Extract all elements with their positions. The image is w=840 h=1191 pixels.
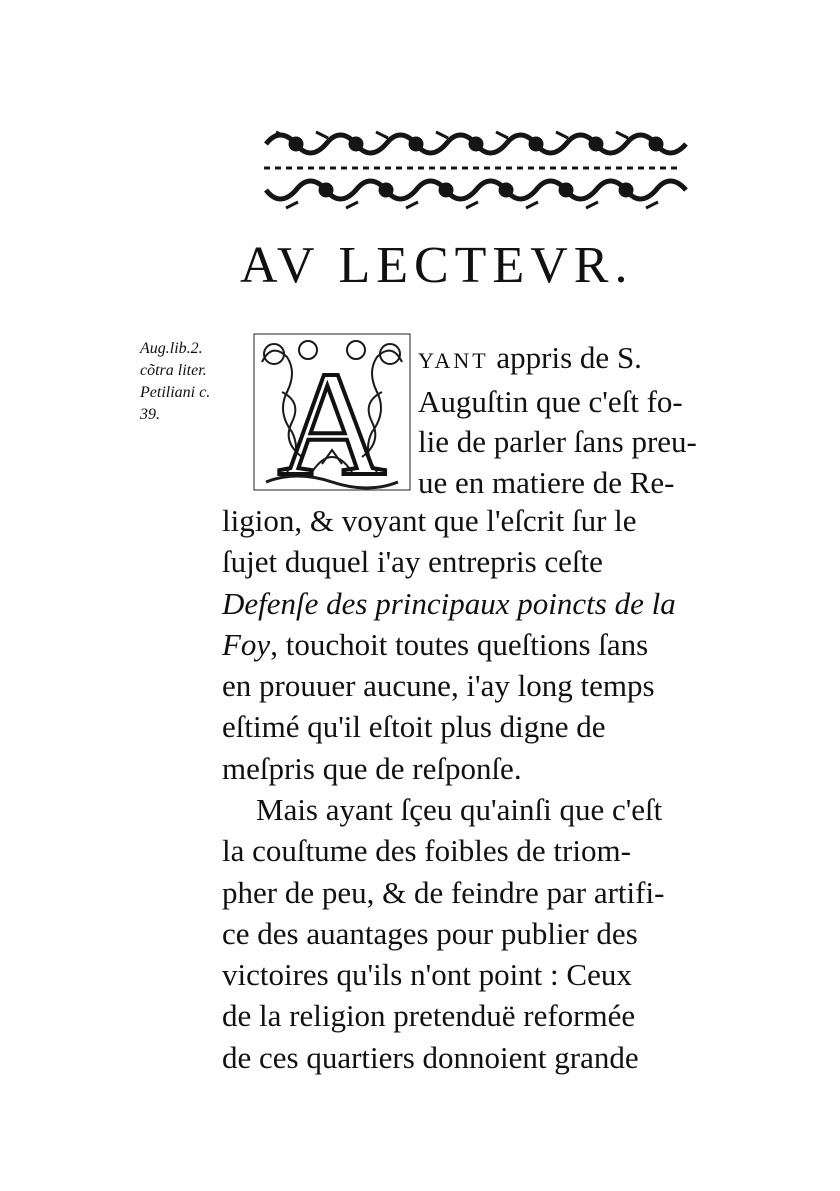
- text-line: appris de S.: [488, 340, 642, 375]
- text-line: en prouuer aucune, i'ay long temps: [222, 668, 655, 704]
- text-line: ue en matiere de Re-: [418, 464, 675, 500]
- decorated-initial-a: [252, 332, 412, 494]
- opening-lines: [418, 338, 708, 503]
- italic-title-line: Defenſe des principaux poincts de la: [222, 585, 676, 621]
- text-line: eſtimé qu'il eſtoit plus digne de: [222, 709, 606, 745]
- paragraph-2: [222, 789, 702, 1078]
- text-line: Mais ayant ſçeu qu'ainſi que c'eſt: [256, 792, 663, 827]
- text-line: Auguſtin que c'eſt fo-: [418, 383, 683, 419]
- text-line: ſujet duquel i'ay entrepris ceſte: [222, 544, 603, 580]
- margin-note-line: 39.: [140, 406, 160, 423]
- text-line: de la religion pretenduë reformée: [222, 998, 636, 1034]
- margin-note: [140, 338, 240, 426]
- page-heading: AV LECTEVR.: [240, 237, 634, 294]
- text-line: meſpris que de reſponſe.: [222, 750, 522, 786]
- opening-small-caps: YANT: [418, 348, 489, 373]
- text-line: ce des auantages pour publier des: [222, 915, 638, 951]
- text-line: de ces quartiers donnoient grande: [222, 1039, 639, 1075]
- italic-word-foy: Foy: [222, 626, 271, 662]
- text-line: la couſtume des foibles de triom-: [222, 833, 631, 869]
- text-line: , touchoit toutes queſtions ſans: [270, 626, 649, 662]
- text-line: pher de peu, & de feindre par artifi-: [222, 874, 665, 910]
- ornamental-headpiece: [256, 124, 688, 216]
- margin-note-line: Petiliani c.: [140, 384, 211, 401]
- text-line: ligion, & voyant que l'eſcrit ſur le: [222, 503, 637, 538]
- text-line: lie de parler ſans preu-: [418, 424, 697, 459]
- drop-cap-letter: A: [277, 341, 387, 494]
- text-line: victoires qu'ils n'ont point : Ceux: [222, 957, 632, 993]
- margin-note-line: Aug.lib.2.: [140, 340, 203, 357]
- margin-note-line: cõtra liter.: [140, 362, 207, 379]
- paragraph-1: [222, 500, 702, 789]
